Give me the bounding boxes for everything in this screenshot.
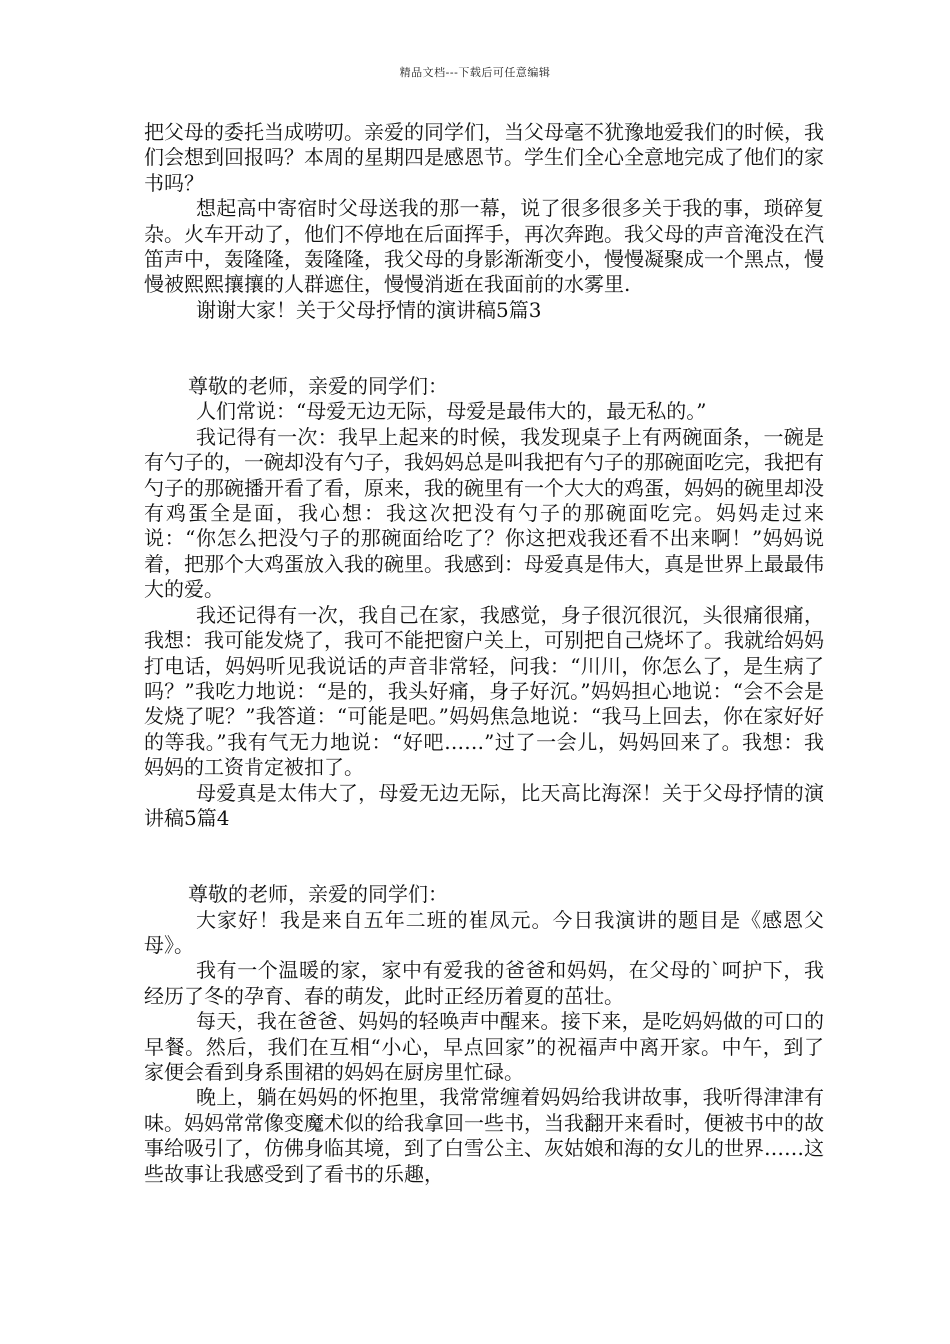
paragraph: 大家好！我是来自五年二班的崔凤元。今日我演讲的题目是《感恩父母》。 (144, 907, 824, 957)
paragraph: 每天，我在爸爸、妈妈的轻唤声中醒来。接下来，是吃妈妈做的可口的早餐。然后，我们在互相“小心，早点回家”的祝福声中离开家。中午，到了家便会看到身系围裙的妈妈在厨房里忙碌。 (144, 1009, 824, 1084)
paragraph: 谢谢大家！关于父母抒情的演讲稿5篇3 (196, 297, 542, 322)
paragraph: 把父母的委托当成唠叨。亲爱的同学们，当父母毫不犹豫地爱我们的时候，我们会想到回报吗？本周的星期四是感恩节。学生们全心全意地完成了他们的家书吗？ (144, 120, 824, 195)
paragraph: 我有一个温暖的家，家中有爱我的爸爸和妈妈，在父母的`呵护下，我经历了冬的孕育、春的萌发，此时正经历着夏的茁壮。 (144, 958, 824, 1008)
paragraph: 我还记得有一次，我自己在家，我感觉，身子很沉很沉，头很痛很痛，我想：我可能发烧了，我可不能把窗户关上，可别把自己烧坏了。我就给妈妈打电话，妈妈听见我说话的声音非常轻，问我：“川川，你怎么了，是生病了吗？”我吃力地说：“是的，我头好痛，身子好沉。”妈妈担心地说：“会不会是发烧了呢？”我答道：“可能是吧。”妈妈焦急地说：“我马上回去，你在家好好的等我。”我有气无力地说：“好吧……”过了一会儿，妈妈回来了。我想：我妈妈的工资肯定被扣了。 (144, 602, 824, 780)
paragraph: 我记得有一次：我早上起来的时候，我发现桌子上有两碗面条，一碗是有勺子的，一碗却没有勺子，我妈妈总是叫我把有勺子的那碗面吃完，我把有勺子的那碗播开看了看，原来，我的碗里有一个大大的鸡蛋，妈妈的碗里却没有鸡蛋全是面，我心想：我这次把没有勺子的那碗面吃完。妈妈走过来说：“你怎么把没勺子的那碗面给吃了？你这把戏我还看不出来啊！”妈妈说着，把那个大鸡蛋放入我的碗里。我感到：母爱真是伟大，真是世界上最最伟大的爱。 (144, 424, 824, 602)
paragraph: 人们常说：“母爱无边无际，母爱是最伟大的，最无私的。” (196, 399, 707, 424)
section-gap (144, 323, 824, 374)
salutation: 尊敬的老师，亲爱的同学们： (188, 374, 448, 399)
section-gap (144, 831, 824, 882)
paragraph: 母爱真是太伟大了，母爱无边无际，比天高比海深！关于父母抒情的演讲稿5篇4 (144, 780, 824, 830)
salutation: 尊敬的老师，亲爱的同学们： (188, 882, 448, 907)
paragraph: 晚上，躺在妈妈的怀抱里，我常常缠着妈妈给我讲故事，我听得津津有味。妈妈常常像变魔术似的给我拿回一些书，当我翻开来看时，便被书中的故事给吸引了，仿佛身临其境，到了白雪公主、灰姑娘和海的女儿的世界……这些故事让我感受到了看书的乐趣， (144, 1085, 824, 1186)
paragraph: 想起高中寄宿时父母送我的那一幕，说了很多很多关于我的事，琐碎复杂。火车开动了，他们不停地在后面挥手，再次奔跑。我父母的声音淹没在汽笛声中，轰隆隆，轰隆隆，我父母的身影渐渐变小，慢慢凝聚成一个黑点，慢慢被熙熙攘攘的人群遮住，慢慢消逝在我面前的水雾里. (144, 196, 824, 297)
page-header: 精品文档---下载后可任意编辑 (399, 66, 551, 79)
document-body (144, 120, 824, 1187)
